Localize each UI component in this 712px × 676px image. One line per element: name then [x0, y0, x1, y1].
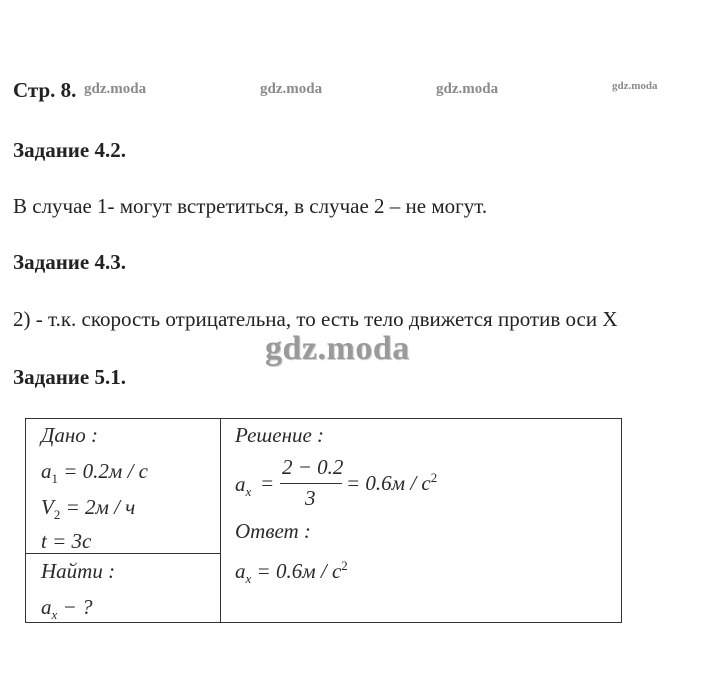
solution-numerator: 2 − 0.2	[282, 455, 344, 479]
watermark: gdz.moda	[84, 81, 147, 97]
watermark-large: gdz.moda	[265, 330, 410, 367]
solution-rhs: = $0.6м / с^2$	[346, 470, 438, 495]
task-5-1-title: Задание 5.1.	[13, 365, 126, 389]
task-4-2-answer: В случае 1- могут встретиться, в случае 2 – не могут.	[13, 194, 488, 218]
task-4-2-title: Задание 4.2.	[13, 138, 126, 162]
find-ax: $a_x$ − ?	[41, 595, 93, 622]
answer-label: Ответ :	[235, 519, 311, 543]
watermark: gdz.moda	[612, 80, 658, 92]
solution-label: Решение :	[235, 423, 325, 447]
given-label: Дано :	[41, 423, 99, 447]
solution-denominator: 3	[305, 486, 316, 510]
solution-table	[25, 418, 622, 623]
given-v2: $V_2 = 2м / ч$	[41, 495, 136, 522]
fraction-bar	[280, 483, 342, 484]
solution-lhs: $a_x$	[235, 472, 252, 499]
find-label: Найти :	[41, 559, 116, 583]
task-4-3-title: Задание 4.3.	[13, 250, 126, 274]
solution-equals: =	[260, 471, 275, 495]
table-divider-vertical	[220, 419, 221, 622]
watermark: gdz.moda	[436, 81, 499, 97]
watermark: gdz.moda	[260, 81, 323, 97]
given-a1: $a_1 = 0.2м / с$	[41, 459, 148, 486]
task-4-3-answer: 2) - т.к. скорость отрицательна, то есть тело движется против оси X	[13, 307, 618, 331]
page-reference: Стр. 8.	[13, 78, 77, 102]
given-t: t = 3с	[41, 529, 92, 553]
answer-value: $a_x = 0.6м / с^2$	[235, 558, 348, 586]
